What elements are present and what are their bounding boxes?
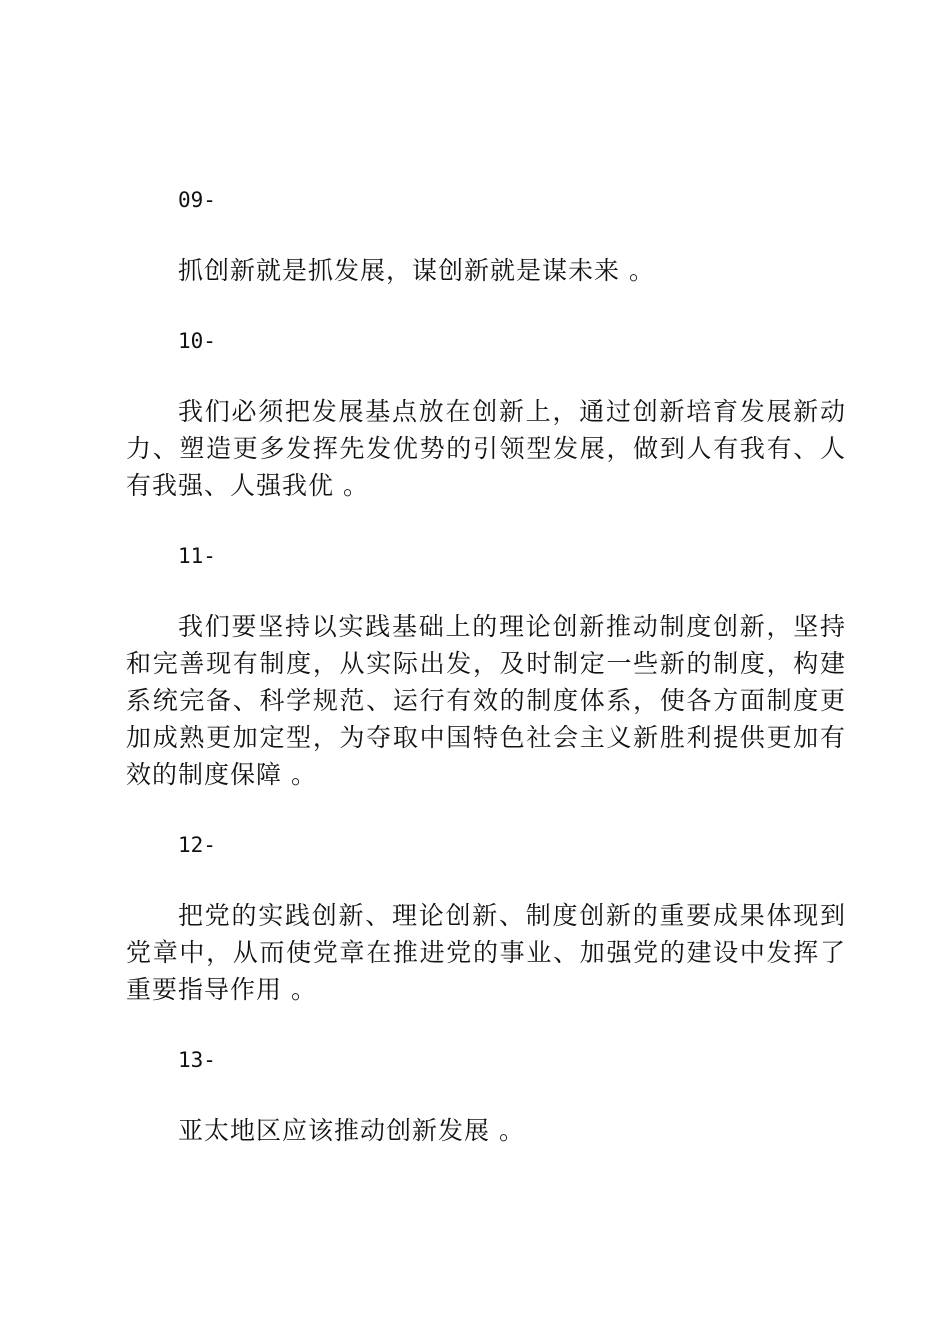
item-number-10: 10-	[178, 329, 216, 353]
item-number-09: 09-	[178, 188, 216, 212]
paragraph-11: 我们要坚持以实践基础上的理论创新推动制度创新，坚持和完善现有制度，从实际出发，及时制定一些新的制度，构建系统完备、科学规范、运行有效的制度体系，使各方面制度更加成熟更加定型，为夺取中国特色社会主义新胜利提供更加有效的制度保障 。	[126, 612, 846, 789]
paragraph-12: 把党的实践创新、理论创新、制度创新的重要成果体现到党章中，从而使党章在推进党的事业、加强党的建设中发挥了重要指导作用 。	[126, 901, 846, 1004]
document-body	[126, 184, 846, 1185]
paragraph-09: 抓创新就是抓发展，谋创新就是谋未来 。	[178, 256, 655, 285]
item-number-11: 11-	[178, 544, 216, 568]
paragraph-10: 我们必须把发展基点放在创新上，通过创新培育发展新动力、塑造更多发挥先发优势的引领型发展，做到人有我有、人有我强、人强我优 。	[126, 397, 846, 500]
paragraph-13: 亚太地区应该推动创新发展 。	[178, 1116, 525, 1145]
item-number-13: 13-	[178, 1048, 216, 1072]
item-number-12: 12-	[178, 833, 216, 857]
